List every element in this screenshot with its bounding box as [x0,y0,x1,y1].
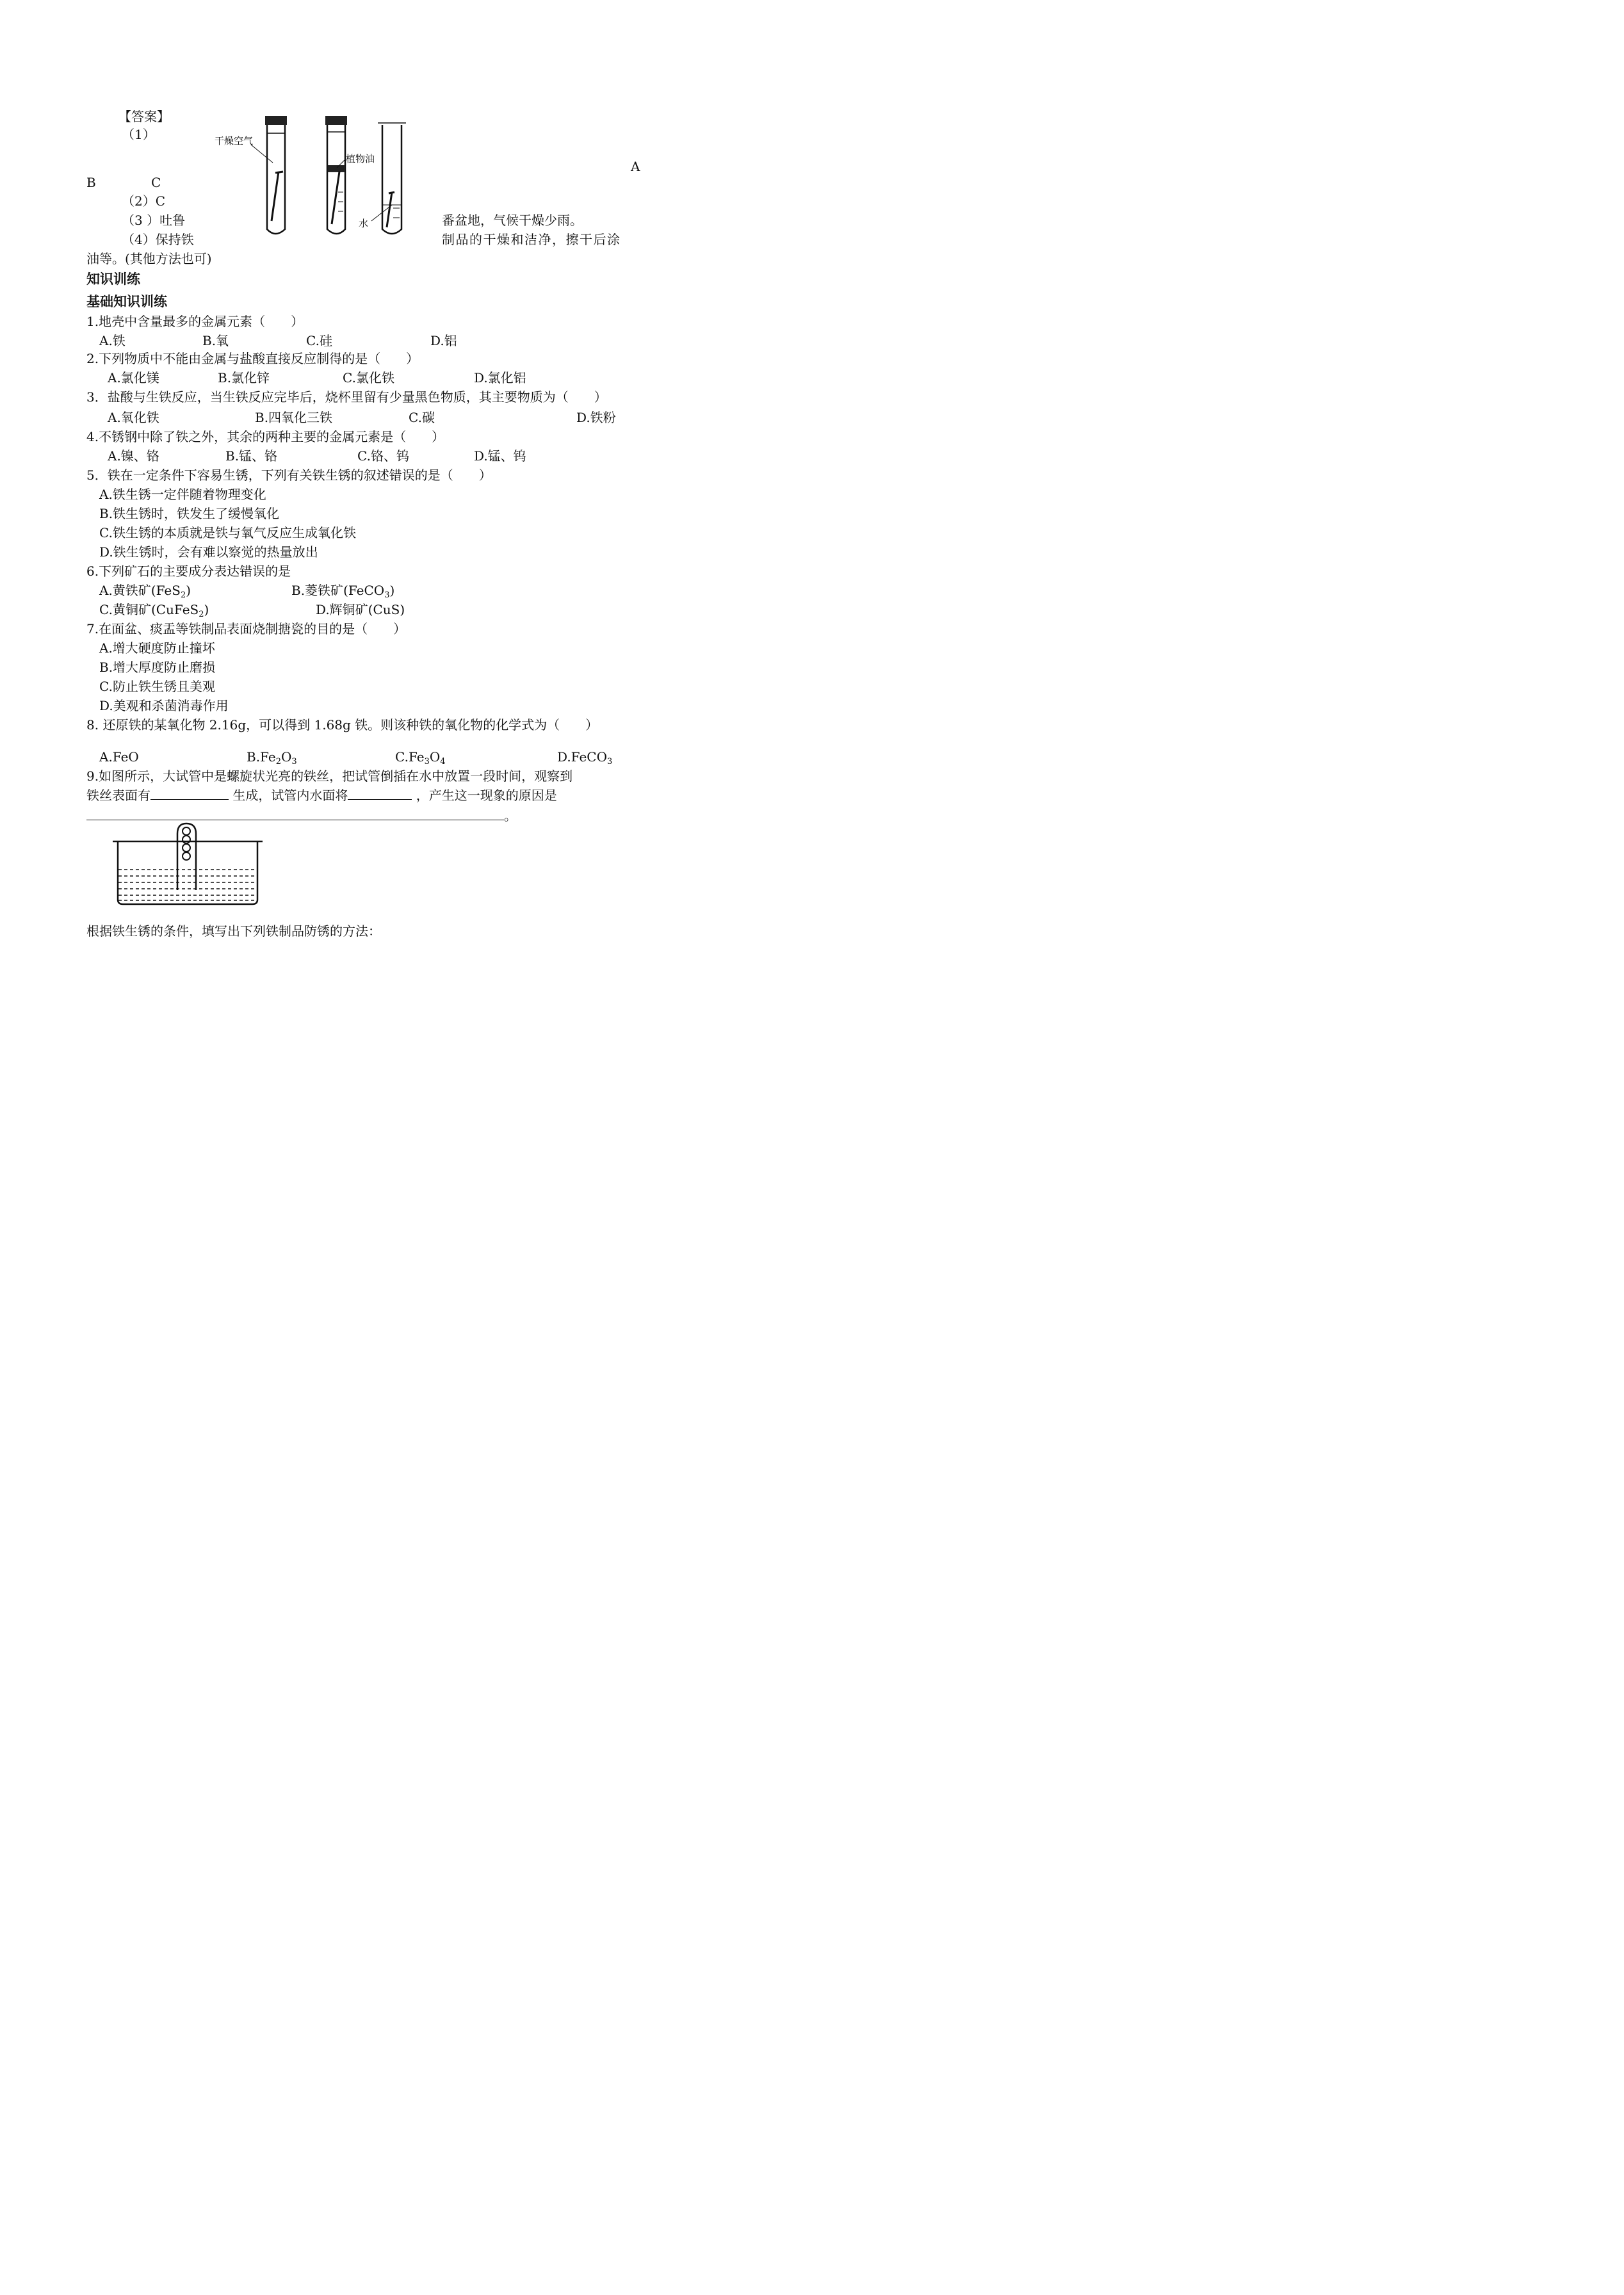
q3-option-d: D.铁粉 [576,410,616,425]
answer-label-a: A [631,159,640,174]
q5-option-b: B.铁生锈时，铁发生了缓慢氧化 [99,506,280,521]
q9-stem-line2: 铁丝表面有 生成，试管内水面将 ，产生这一现象的原因是 [86,788,557,803]
answer-label-b: B [86,175,96,190]
q7-option-a: A.增大硬度防止撞坏 [99,640,215,656]
q6-stem: 6.下列矿石的主要成分表达错误的是 [86,564,291,579]
q4-stem: 4.不锈钢中除了铁之外，其余的两种主要的金属元素是（ ） [86,429,445,444]
inverted-tube-figure [0,0,727,1027]
q8-stem: 8. 还原铁的某氧化物 2.16g，可以得到 1.68g 铁。则该种铁的氧化物的化学式为（ ） [86,717,599,733]
answer-part4-b: 制品的干燥和洁净，擦干后涂 [442,232,621,247]
section-basic: 基础知识训练 [86,294,167,309]
q1-stem: 1.地壳中含量最多的金属元素（ ） [86,314,304,329]
q4-option-d: D.锰、钨 [474,448,526,464]
q3-option-b: B.四氧化三铁 [255,410,333,425]
q1-option-a: A.铁 [99,333,126,348]
label-water: 水 [359,218,369,229]
q5-option-a: A.铁生锈一定伴随着物理变化 [99,487,266,502]
q5-option-d: D.铁生锈时，会有难以察觉的热量放出 [99,544,318,560]
q7-option-c: C.防止铁生锈且美观 [99,679,215,694]
q7-option-d: D.美观和杀菌消毒作用 [99,698,229,713]
q6-option-b: B.菱铁矿(FeCO$_3$) [291,583,395,600]
answer-part3-b: 番盆地，气候干燥少雨。 [442,213,583,228]
label-veg-oil: 植物油 [346,153,375,165]
q3-option-c: C.碳 [409,410,435,425]
answer-part3-a: （3 ）吐鲁 [122,213,186,228]
q5-option-c: C.铁生锈的本质就是铁与氧气反应生成氧化铁 [99,525,356,540]
closing-instruction: 根据铁生锈的条件，填写出下列铁制品防锈的方法： [86,923,381,939]
q2-stem: 2.下列物质中不能由金属与盐酸直接反应制得的是（ ） [86,351,419,366]
q8-option-d: D.FeCO$_3$ [557,749,613,766]
answer-part4-c: 油等。(其他方法也可) [86,251,212,266]
label-dry-air: 干燥空气 [215,135,254,147]
q6-option-d: D.辉铜矿(CuS) [316,602,405,617]
q6-option-c: C.黄铜矿(CuFeS$_2$) [99,602,209,619]
q8-option-c: $C.Fe_3O_4$ [395,749,446,766]
answer-part4-a: （4）保持铁 [122,232,194,247]
q3-option-a: A.氧化铁 [108,410,159,425]
q8-option-b: $B.Fe_2O_3$ [247,749,297,766]
q2-option-b: B.氯化锌 [218,370,270,385]
q4-option-a: A.镍、铬 [108,448,159,464]
q4-option-b: B.锰、铬 [225,448,278,464]
q2-option-d: D.氯化铝 [474,370,526,385]
q3-stem: 3．盐酸与生铁反应，当生铁反应完毕后，烧杯里留有少量黑色物质，其主要物质为（ ） [86,389,607,405]
q9-stem-line3: 。 [86,808,517,823]
answer-part1: （1） [122,127,156,142]
q1-option-b: B.氧 [202,333,229,348]
q1-option-d: D.铝 [430,333,457,348]
answer-label-c: C [151,175,161,190]
q6-option-a: A.黄铁矿(FeS$_2$) [99,583,191,600]
q5-stem: 5．铁在一定条件下容易生锈，下列有关铁生锈的叙述错误的是（ ） [86,467,492,483]
q7-stem: 7.在面盆、痰盂等铁制品表面烧制搪瓷的目的是（ ） [86,621,407,637]
q9-stem-line1: 9.如图所示，大试管中是螺旋状光亮的铁丝，把试管倒插在水中放置一段时间，观察到 [86,768,573,784]
section-training: 知识训练 [86,272,140,287]
q1-option-c: C.硅 [306,333,332,348]
answer-heading: 【答案】 [118,109,170,124]
q4-option-c: C.铬、钨 [357,448,409,464]
q8-option-a: A.FeO [99,749,139,765]
answer-part2: （2）C [122,193,166,209]
q7-option-b: B.增大厚度防止磨损 [99,660,216,675]
q2-option-a: A.氯化镁 [108,370,159,385]
q2-option-c: C.氯化铁 [343,370,394,385]
